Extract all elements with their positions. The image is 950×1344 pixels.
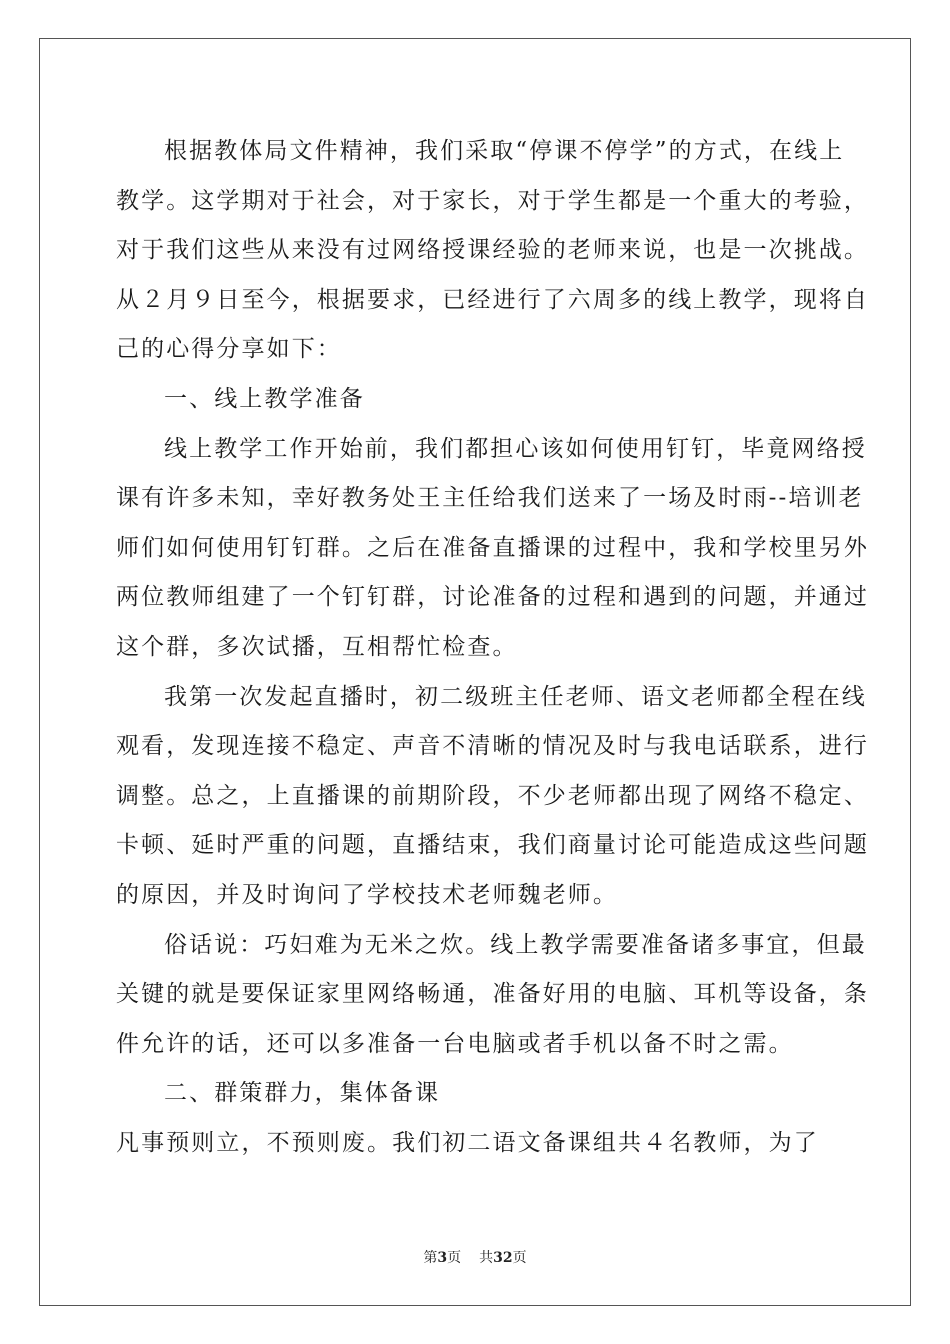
paragraph-line: 我第一次发起直播时，初二级班主任老师、语文老师都全程在线 xyxy=(164,683,867,710)
paragraph-line: 教学。这学期对于社会，对于家长，对于学生都是一个重大的考验， xyxy=(116,187,869,214)
paragraph-line: 俗话说：巧妇难为无米之炊。线上教学需要准备诸多事宜，但最 xyxy=(164,931,867,958)
page-prefix: 第 xyxy=(423,1250,438,1266)
document-body xyxy=(116,127,869,1168)
section-heading: 一、线上教学准备 xyxy=(164,385,365,412)
paragraph-line: 线上教学工作开始前，我们都担心该如何使用钉钉，毕竟网络授 xyxy=(164,435,867,462)
total-suffix: 页 xyxy=(512,1250,527,1266)
paragraph-line: 两位教师组建了一个钉钉群，讨论准备的过程和遇到的问题，并通过 xyxy=(116,584,869,611)
total-prefix: 共 xyxy=(479,1250,494,1266)
paragraph-line: 凡事预则立，不预则废。我们初二语文备课组共４名教师，为了 xyxy=(116,1129,819,1156)
paragraph-line: 关键的就是要保证家里网络畅通，准备好用的电脑、耳机等设备，条 xyxy=(116,981,869,1008)
paragraph-line: 这个群，多次试播，互相帮忙检查。 xyxy=(116,633,518,660)
total-page-count: 32 xyxy=(493,1250,513,1266)
paragraph-line: 课有许多未知，幸好教务处王主任给我们送来了一场及时雨--培训老 xyxy=(116,485,864,512)
page-suffix: 页 xyxy=(447,1250,462,1266)
paragraph-line: 对于我们这些从来没有过网络授课经验的老师来说，也是一次挑战。 xyxy=(116,237,869,264)
current-page-number: 3 xyxy=(437,1250,448,1266)
paragraph-line: 师们如何使用钉钉群。之后在准备直播课的过程中，我和学校里另外 xyxy=(116,534,869,561)
paragraph-line: 卡顿、延时严重的问题，直播结束，我们商量讨论可能造成这些问题 xyxy=(116,832,869,859)
paragraph-line: 件允许的话，还可以多准备一台电脑或者手机以备不时之需。 xyxy=(116,1030,794,1057)
page-footer xyxy=(0,1247,950,1267)
paragraph-line: 己的心得分享如下： xyxy=(116,336,342,363)
paragraph-line: 的原因，并及时询问了学校技术老师魏老师。 xyxy=(116,881,618,908)
section-heading: 二、群策群力，集体备课 xyxy=(164,1080,441,1107)
paragraph-line: 调整。总之，上直播课的前期阶段，不少老师都出现了网络不稳定、 xyxy=(116,782,869,809)
paragraph-line: 从２月９日至今，根据要求，已经进行了六周多的线上教学，现将自 xyxy=(116,286,869,313)
paragraph-line: 根据教体局文件精神，我们采取“停课不停学”的方式，在线上 xyxy=(164,138,845,164)
paragraph-line: 观看，发现连接不稳定、声音不清晰的情况及时与我电话联系，进行 xyxy=(116,733,869,760)
